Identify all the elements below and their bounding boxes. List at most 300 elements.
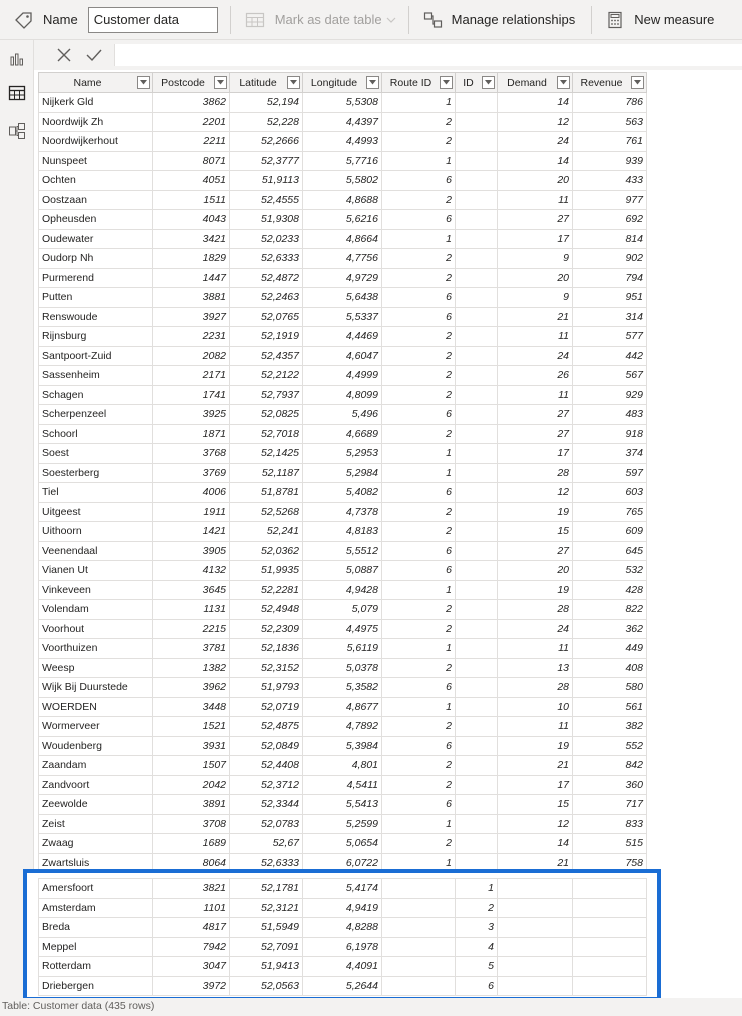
cell-id[interactable] (456, 210, 498, 230)
cell-revenue[interactable]: 362 (573, 619, 647, 639)
cell-name[interactable]: WOERDEN (39, 697, 153, 717)
cell-route-id[interactable]: 2 (382, 385, 456, 405)
cell-route-id[interactable] (382, 937, 456, 957)
cell-revenue[interactable] (573, 976, 647, 996)
cell-route-id[interactable]: 2 (382, 522, 456, 542)
cell-demand[interactable] (498, 957, 573, 977)
cell-postcode[interactable]: 2082 (153, 346, 230, 366)
cell-longitude[interactable]: 5,079 (303, 600, 382, 620)
cell-revenue[interactable]: 532 (573, 561, 647, 581)
cell-latitude[interactable]: 52,6333 (230, 853, 303, 873)
table-row[interactable] (39, 561, 647, 581)
cell-latitude[interactable]: 52,2122 (230, 366, 303, 386)
manage-relationships-button[interactable] (423, 0, 576, 40)
cell-name[interactable]: Schoorl (39, 424, 153, 444)
cell-latitude[interactable]: 52,3712 (230, 775, 303, 795)
cell-postcode[interactable]: 3881 (153, 288, 230, 308)
cell-id[interactable] (456, 619, 498, 639)
cell-demand[interactable]: 11 (498, 717, 573, 737)
cell-name[interactable]: Volendam (39, 600, 153, 620)
cell-route-id[interactable]: 6 (382, 307, 456, 327)
cell-id[interactable] (456, 541, 498, 561)
cell-route-id[interactable]: 6 (382, 405, 456, 425)
cell-postcode[interactable]: 3962 (153, 678, 230, 698)
cell-name[interactable]: Putten (39, 288, 153, 308)
cell-demand[interactable] (498, 918, 573, 938)
table-name-input[interactable] (88, 7, 218, 33)
table-row[interactable] (39, 463, 647, 483)
cell-postcode[interactable]: 3931 (153, 736, 230, 756)
cell-id[interactable] (456, 678, 498, 698)
cell-revenue[interactable] (573, 957, 647, 977)
cell-postcode[interactable]: 1101 (153, 898, 230, 918)
cell-id[interactable] (456, 756, 498, 776)
cell-demand[interactable]: 24 (498, 132, 573, 152)
cell-revenue[interactable]: 597 (573, 463, 647, 483)
table-row[interactable] (39, 151, 647, 171)
cell-id[interactable] (456, 814, 498, 834)
cell-route-id[interactable]: 2 (382, 756, 456, 776)
cell-longitude[interactable]: 4,6689 (303, 424, 382, 444)
cell-revenue[interactable]: 580 (573, 678, 647, 698)
cell-revenue[interactable]: 360 (573, 775, 647, 795)
cell-id[interactable] (456, 327, 498, 347)
cell-demand[interactable]: 19 (498, 580, 573, 600)
cell-latitude[interactable]: 52,2463 (230, 288, 303, 308)
cell-id[interactable]: 3 (456, 918, 498, 938)
cell-route-id[interactable]: 1 (382, 93, 456, 113)
cell-demand[interactable]: 12 (498, 483, 573, 503)
cell-id[interactable] (456, 424, 498, 444)
cell-name[interactable]: Ochten (39, 171, 153, 191)
cell-revenue[interactable]: 515 (573, 834, 647, 854)
filter-dropdown-icon[interactable] (287, 76, 300, 89)
cell-postcode[interactable]: 1447 (153, 268, 230, 288)
cell-name[interactable]: Zwartsluis (39, 853, 153, 873)
cell-revenue[interactable]: 449 (573, 639, 647, 659)
cell-longitude[interactable]: 5,0378 (303, 658, 382, 678)
cell-id[interactable] (456, 268, 498, 288)
cell-name[interactable]: Vianen Ut (39, 561, 153, 581)
cell-route-id[interactable]: 2 (382, 658, 456, 678)
table-row[interactable] (39, 976, 647, 996)
cell-id[interactable] (456, 736, 498, 756)
cell-longitude[interactable]: 5,0887 (303, 561, 382, 581)
cell-name[interactable]: Opheusden (39, 210, 153, 230)
cell-demand[interactable]: 11 (498, 327, 573, 347)
column-header-route-id[interactable] (382, 73, 456, 93)
cell-latitude[interactable]: 52,4948 (230, 600, 303, 620)
column-header-demand[interactable] (498, 73, 573, 93)
cell-demand[interactable]: 28 (498, 463, 573, 483)
filter-dropdown-icon[interactable] (440, 76, 453, 89)
cell-latitude[interactable]: 52,4875 (230, 717, 303, 737)
table-row[interactable] (39, 171, 647, 191)
table-row[interactable] (39, 502, 647, 522)
table-row[interactable] (39, 639, 647, 659)
commit-formula-button[interactable] (80, 41, 108, 69)
cell-id[interactable] (456, 522, 498, 542)
cell-route-id[interactable]: 6 (382, 541, 456, 561)
cell-revenue[interactable]: 561 (573, 697, 647, 717)
table-row[interactable] (39, 229, 647, 249)
cell-revenue[interactable] (573, 879, 647, 899)
filter-dropdown-icon[interactable] (557, 76, 570, 89)
cell-revenue[interactable]: 758 (573, 853, 647, 873)
cell-route-id[interactable]: 2 (382, 834, 456, 854)
cell-route-id[interactable]: 6 (382, 483, 456, 503)
cell-route-id[interactable]: 6 (382, 288, 456, 308)
cell-name[interactable]: Zaandam (39, 756, 153, 776)
table-row[interactable] (39, 132, 647, 152)
cell-latitude[interactable]: 52,194 (230, 93, 303, 113)
cell-longitude[interactable]: 4,7378 (303, 502, 382, 522)
cell-latitude[interactable]: 52,241 (230, 522, 303, 542)
cell-revenue[interactable]: 692 (573, 210, 647, 230)
cell-route-id[interactable]: 2 (382, 190, 456, 210)
cell-id[interactable] (456, 366, 498, 386)
cell-longitude[interactable]: 5,5512 (303, 541, 382, 561)
cell-id[interactable] (456, 561, 498, 581)
cell-latitude[interactable]: 52,5268 (230, 502, 303, 522)
cell-route-id[interactable]: 2 (382, 346, 456, 366)
cell-route-id[interactable]: 1 (382, 229, 456, 249)
cell-route-id[interactable]: 1 (382, 853, 456, 873)
cell-name[interactable]: Noordwijk Zh (39, 112, 153, 132)
cell-route-id[interactable]: 1 (382, 814, 456, 834)
cell-revenue[interactable]: 842 (573, 756, 647, 776)
data-view-button[interactable] (4, 80, 30, 106)
cell-demand[interactable]: 14 (498, 151, 573, 171)
cell-name[interactable]: Tiel (39, 483, 153, 503)
cell-id[interactable] (456, 795, 498, 815)
cell-longitude[interactable]: 5,5413 (303, 795, 382, 815)
cell-longitude[interactable]: 4,4975 (303, 619, 382, 639)
cell-latitude[interactable]: 52,0825 (230, 405, 303, 425)
cell-demand[interactable]: 11 (498, 385, 573, 405)
cell-longitude[interactable]: 5,496 (303, 405, 382, 425)
cell-latitude[interactable]: 52,0783 (230, 814, 303, 834)
cell-postcode[interactable]: 3047 (153, 957, 230, 977)
mark-as-date-table-button[interactable] (245, 0, 396, 40)
table-row[interactable] (39, 918, 647, 938)
cell-latitude[interactable]: 52,4555 (230, 190, 303, 210)
cell-demand[interactable]: 20 (498, 268, 573, 288)
cell-name[interactable]: Purmerend (39, 268, 153, 288)
cell-revenue[interactable]: 717 (573, 795, 647, 815)
cell-id[interactable] (456, 132, 498, 152)
cell-latitude[interactable]: 52,2309 (230, 619, 303, 639)
cell-longitude[interactable]: 5,2599 (303, 814, 382, 834)
filter-dropdown-icon[interactable] (137, 76, 150, 89)
cell-route-id[interactable]: 1 (382, 463, 456, 483)
cell-postcode[interactable]: 1507 (153, 756, 230, 776)
cell-route-id[interactable]: 2 (382, 366, 456, 386)
cancel-formula-button[interactable] (50, 41, 78, 69)
cell-name[interactable]: Oudorp Nh (39, 249, 153, 269)
table-row[interactable] (39, 249, 647, 269)
table-row[interactable] (39, 288, 647, 308)
cell-demand[interactable]: 20 (498, 171, 573, 191)
cell-name[interactable]: Woudenberg (39, 736, 153, 756)
cell-longitude[interactable]: 5,6438 (303, 288, 382, 308)
cell-id[interactable] (456, 112, 498, 132)
cell-id[interactable] (456, 385, 498, 405)
column-header-latitude[interactable] (230, 73, 303, 93)
cell-postcode[interactable]: 1511 (153, 190, 230, 210)
cell-postcode[interactable]: 3862 (153, 93, 230, 113)
cell-longitude[interactable]: 4,8688 (303, 190, 382, 210)
cell-latitude[interactable]: 52,0563 (230, 976, 303, 996)
cell-name[interactable]: Zeist (39, 814, 153, 834)
table-row[interactable] (39, 190, 647, 210)
cell-revenue[interactable]: 822 (573, 600, 647, 620)
cell-postcode[interactable]: 4043 (153, 210, 230, 230)
cell-name[interactable]: Renswoude (39, 307, 153, 327)
cell-postcode[interactable]: 2171 (153, 366, 230, 386)
table-row[interactable] (39, 619, 647, 639)
cell-name[interactable]: Meppel (39, 937, 153, 957)
cell-revenue[interactable]: 929 (573, 385, 647, 405)
cell-longitude[interactable]: 5,2644 (303, 976, 382, 996)
cell-demand[interactable]: 11 (498, 639, 573, 659)
cell-route-id[interactable]: 1 (382, 697, 456, 717)
table-row[interactable] (39, 522, 647, 542)
cell-demand[interactable]: 19 (498, 502, 573, 522)
cell-longitude[interactable]: 4,9428 (303, 580, 382, 600)
cell-revenue[interactable]: 428 (573, 580, 647, 600)
cell-revenue[interactable]: 902 (573, 249, 647, 269)
cell-revenue[interactable] (573, 898, 647, 918)
cell-latitude[interactable]: 52,6333 (230, 249, 303, 269)
cell-revenue[interactable] (573, 937, 647, 957)
cell-route-id[interactable]: 2 (382, 112, 456, 132)
cell-route-id[interactable]: 6 (382, 678, 456, 698)
cell-postcode[interactable]: 3769 (153, 463, 230, 483)
cell-revenue[interactable]: 442 (573, 346, 647, 366)
cell-revenue[interactable]: 794 (573, 268, 647, 288)
cell-longitude[interactable]: 5,3582 (303, 678, 382, 698)
cell-route-id[interactable]: 6 (382, 736, 456, 756)
cell-name[interactable]: Nijkerk Gld (39, 93, 153, 113)
cell-longitude[interactable]: 4,5411 (303, 775, 382, 795)
cell-name[interactable]: Veenendaal (39, 541, 153, 561)
cell-name[interactable]: Scherpenzeel (39, 405, 153, 425)
cell-name[interactable]: Weesp (39, 658, 153, 678)
cell-name[interactable]: Breda (39, 918, 153, 938)
cell-postcode[interactable]: 4051 (153, 171, 230, 191)
cell-latitude[interactable]: 51,9793 (230, 678, 303, 698)
cell-id[interactable] (456, 463, 498, 483)
cell-revenue[interactable]: 761 (573, 132, 647, 152)
cell-latitude[interactable]: 52,4872 (230, 268, 303, 288)
cell-demand[interactable]: 11 (498, 190, 573, 210)
cell-demand[interactable] (498, 879, 573, 899)
table-row[interactable] (39, 483, 647, 503)
cell-revenue[interactable]: 765 (573, 502, 647, 522)
cell-route-id[interactable]: 2 (382, 717, 456, 737)
cell-route-id[interactable]: 2 (382, 619, 456, 639)
cell-revenue[interactable]: 577 (573, 327, 647, 347)
cell-longitude[interactable]: 4,8664 (303, 229, 382, 249)
cell-longitude[interactable]: 4,4469 (303, 327, 382, 347)
table-row[interactable] (39, 424, 647, 444)
cell-postcode[interactable]: 1829 (153, 249, 230, 269)
cell-name[interactable]: Nunspeet (39, 151, 153, 171)
cell-id[interactable] (456, 444, 498, 464)
cell-demand[interactable]: 26 (498, 366, 573, 386)
cell-revenue[interactable]: 552 (573, 736, 647, 756)
cell-longitude[interactable]: 6,0722 (303, 853, 382, 873)
table-row[interactable] (39, 775, 647, 795)
cell-id[interactable] (456, 658, 498, 678)
cell-name[interactable]: Noordwijkerhout (39, 132, 153, 152)
cell-latitude[interactable]: 52,1919 (230, 327, 303, 347)
cell-name[interactable]: Rijnsburg (39, 327, 153, 347)
cell-name[interactable]: Zeewolde (39, 795, 153, 815)
cell-latitude[interactable]: 52,4408 (230, 756, 303, 776)
cell-latitude[interactable]: 52,1425 (230, 444, 303, 464)
cell-route-id[interactable]: 1 (382, 639, 456, 659)
cell-demand[interactable]: 27 (498, 541, 573, 561)
column-header-postcode[interactable] (153, 73, 230, 93)
cell-route-id[interactable]: 6 (382, 210, 456, 230)
filter-dropdown-icon[interactable] (482, 76, 495, 89)
cell-revenue[interactable] (573, 918, 647, 938)
cell-demand[interactable]: 20 (498, 561, 573, 581)
table-row[interactable] (39, 346, 647, 366)
cell-id[interactable] (456, 190, 498, 210)
cell-id[interactable] (456, 834, 498, 854)
cell-id[interactable] (456, 483, 498, 503)
cell-postcode[interactable]: 1421 (153, 522, 230, 542)
cell-id[interactable] (456, 171, 498, 191)
cell-latitude[interactable]: 52,7018 (230, 424, 303, 444)
cell-longitude[interactable]: 4,4397 (303, 112, 382, 132)
cell-longitude[interactable]: 5,0654 (303, 834, 382, 854)
table-row[interactable] (39, 756, 647, 776)
cell-demand[interactable] (498, 937, 573, 957)
table-row[interactable] (39, 541, 647, 561)
cell-postcode[interactable]: 3768 (153, 444, 230, 464)
cell-postcode[interactable]: 1871 (153, 424, 230, 444)
cell-revenue[interactable]: 645 (573, 541, 647, 561)
cell-revenue[interactable]: 483 (573, 405, 647, 425)
cell-demand[interactable]: 14 (498, 93, 573, 113)
cell-longitude[interactable]: 4,4999 (303, 366, 382, 386)
cell-demand[interactable]: 28 (498, 678, 573, 698)
cell-id[interactable] (456, 151, 498, 171)
cell-longitude[interactable]: 5,2953 (303, 444, 382, 464)
cell-latitude[interactable]: 52,0362 (230, 541, 303, 561)
cell-longitude[interactable]: 6,1978 (303, 937, 382, 957)
cell-latitude[interactable]: 52,7937 (230, 385, 303, 405)
cell-revenue[interactable]: 603 (573, 483, 647, 503)
cell-id[interactable] (456, 229, 498, 249)
cell-latitude[interactable]: 52,0233 (230, 229, 303, 249)
cell-postcode[interactable]: 3972 (153, 976, 230, 996)
cell-name[interactable]: Uitgeest (39, 502, 153, 522)
table-row[interactable] (39, 957, 647, 977)
cell-demand[interactable]: 17 (498, 229, 573, 249)
cell-latitude[interactable]: 51,9308 (230, 210, 303, 230)
column-header-id[interactable] (456, 73, 498, 93)
cell-latitude[interactable]: 52,3777 (230, 151, 303, 171)
table-row[interactable] (39, 697, 647, 717)
cell-postcode[interactable]: 2211 (153, 132, 230, 152)
cell-id[interactable] (456, 775, 498, 795)
cell-latitude[interactable]: 51,9113 (230, 171, 303, 191)
cell-postcode[interactable]: 7942 (153, 937, 230, 957)
table-row[interactable] (39, 366, 647, 386)
cell-latitude[interactable]: 52,3152 (230, 658, 303, 678)
cell-id[interactable] (456, 600, 498, 620)
cell-longitude[interactable]: 4,8288 (303, 918, 382, 938)
cell-postcode[interactable]: 3421 (153, 229, 230, 249)
cell-route-id[interactable] (382, 918, 456, 938)
cell-longitude[interactable]: 4,4091 (303, 957, 382, 977)
cell-latitude[interactable]: 52,1781 (230, 879, 303, 899)
cell-revenue[interactable]: 814 (573, 229, 647, 249)
model-view-button[interactable] (4, 118, 30, 144)
table-row[interactable] (39, 444, 647, 464)
cell-revenue[interactable]: 609 (573, 522, 647, 542)
cell-id[interactable] (456, 580, 498, 600)
cell-postcode[interactable]: 2042 (153, 775, 230, 795)
cell-name[interactable]: Uithoorn (39, 522, 153, 542)
table-row[interactable] (39, 879, 647, 899)
cell-demand[interactable]: 10 (498, 697, 573, 717)
table-row[interactable] (39, 580, 647, 600)
cell-postcode[interactable]: 4817 (153, 918, 230, 938)
cell-id[interactable]: 4 (456, 937, 498, 957)
cell-latitude[interactable]: 51,9413 (230, 957, 303, 977)
cell-longitude[interactable]: 4,9419 (303, 898, 382, 918)
cell-longitude[interactable]: 4,801 (303, 756, 382, 776)
cell-postcode[interactable]: 3645 (153, 580, 230, 600)
cell-revenue[interactable]: 977 (573, 190, 647, 210)
cell-revenue[interactable]: 951 (573, 288, 647, 308)
cell-id[interactable] (456, 717, 498, 737)
cell-demand[interactable]: 15 (498, 795, 573, 815)
cell-postcode[interactable]: 3905 (153, 541, 230, 561)
table-row[interactable] (39, 795, 647, 815)
table-row[interactable] (39, 112, 647, 132)
table-row[interactable] (39, 600, 647, 620)
cell-id[interactable] (456, 639, 498, 659)
cell-demand[interactable]: 24 (498, 346, 573, 366)
cell-id[interactable] (456, 697, 498, 717)
table-row[interactable] (39, 736, 647, 756)
cell-route-id[interactable]: 2 (382, 132, 456, 152)
cell-postcode[interactable]: 1741 (153, 385, 230, 405)
cell-route-id[interactable]: 2 (382, 502, 456, 522)
cell-name[interactable]: Voorthuizen (39, 639, 153, 659)
cell-longitude[interactable]: 4,7892 (303, 717, 382, 737)
table-row[interactable] (39, 93, 647, 113)
cell-demand[interactable]: 19 (498, 736, 573, 756)
cell-postcode[interactable]: 1521 (153, 717, 230, 737)
cell-revenue[interactable]: 408 (573, 658, 647, 678)
cell-longitude[interactable]: 5,2984 (303, 463, 382, 483)
cell-latitude[interactable]: 52,2281 (230, 580, 303, 600)
cell-id[interactable] (456, 307, 498, 327)
cell-demand[interactable]: 9 (498, 249, 573, 269)
cell-revenue[interactable]: 433 (573, 171, 647, 191)
cell-name[interactable]: Amsterdam (39, 898, 153, 918)
filter-dropdown-icon[interactable] (214, 76, 227, 89)
table-row[interactable] (39, 834, 647, 854)
